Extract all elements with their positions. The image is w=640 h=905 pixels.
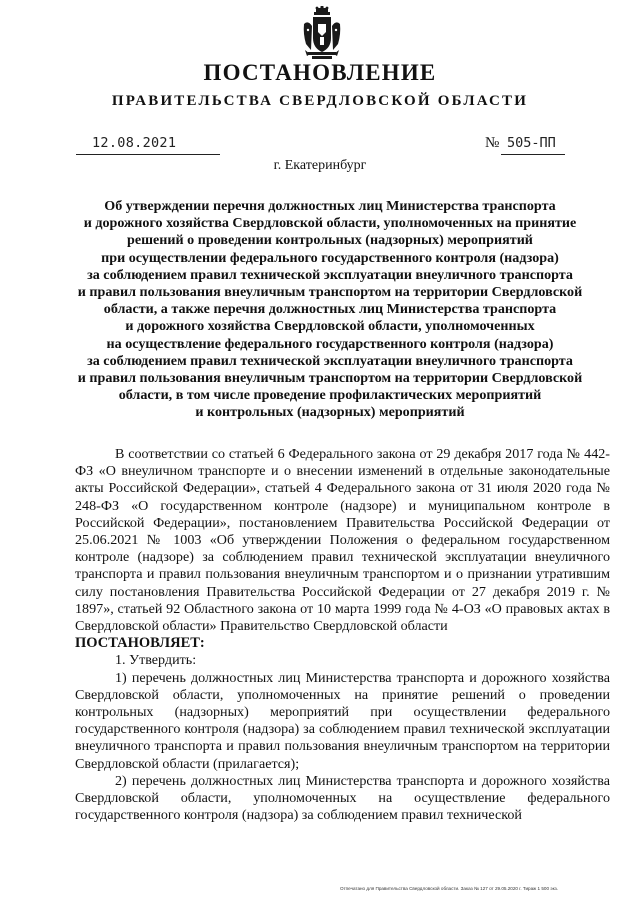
- heading-line: за соблюдением правил технической эксплуатации внеуличного транспорта: [87, 352, 573, 369]
- print-imprint: Отпечатано для Правительства Свердловской области. Заказ № 127 от 29.05.2020 г. Тираж 1 500 экз.: [340, 886, 559, 891]
- document-body: [75, 446, 610, 824]
- document-heading: [40, 198, 620, 422]
- clause-1: 1. Утвердить:: [115, 652, 197, 669]
- document-number: 505-ПП: [507, 135, 556, 151]
- heading-line: решений о проведении контрольных (надзорных) мероприятий: [127, 232, 533, 249]
- heading-line: за соблюдением правил технической эксплуатации внеуличного транспорта: [87, 266, 573, 283]
- heading-line: и контрольных (надзорных) мероприятий: [195, 404, 465, 421]
- heading-line: области, в том числе проведение профилактических мероприятий: [118, 387, 542, 404]
- document-date: 12.08.2021: [92, 135, 177, 151]
- clause-1-1: 1) перечень должностных лиц Министерства транспорта и дорожного хозяйства Свердловской области, уполномоченных на принятие решений о проведении контрольных (надзорных) мероприятий при осуществлении федерального государственного контроля (надзора) за соблюдением правил технической эксплуатации внеуличного транспорта и правил пользования внеуличным транспортом на территории Свердловской области (прилагается);: [75, 669, 610, 772]
- heading-line: на осуществление федерального государственного контроля (надзора): [106, 335, 554, 352]
- city-name: г. Екатеринбург: [273, 158, 367, 173]
- heading-line: и дорожного хозяйства Свердловской области, уполномоченных: [125, 318, 535, 335]
- heading-line: и правил пользования внеуличным транспортом на территории Свердловской: [77, 284, 583, 301]
- heading-line: Об утверждении перечня должностных лиц Министерства транспорта: [104, 198, 556, 214]
- clause-1-2: 2) перечень должностных лиц Министерства транспорта и дорожного хозяйства Свердловской области, уполномоченных на осуществление федерального государственного контроля (надзора) за соблюдением правил технической: [75, 772, 610, 824]
- date-field: [76, 136, 220, 155]
- preamble-paragraph: В соответствии со статьей 6 Федерального закона от 29 декабря 2017 года № 442-ФЗ «О внеуличном транспорте и о внесении изменений в отдельные законодательные акты Российской Федерации», статьей 4 Федерального закона от 31 июля 2020 года № 248-ФЗ «О государственном контроле (надзоре) и муниципальном контроле в Российской Федерации», постановлением Правительства Российской Федерации от 25.06.2021 № 1003 «Об утверждении Положения о федеральном государственном контроле (надзоре) за соблюдением правил технической эксплуатации внеуличного транспорта и правил пользования внеуличным транспортом и о признании утратившим силу постановления Правительства Российской Федерации от 27 декабря 2019 г. № 1897», статьей 92 Областного закона от 10 марта 1999 года № 4-ОЗ «О правовых актах в Свердловской области» Правительство Свердловской области: [75, 446, 610, 635]
- heading-line: и дорожного хозяйства Свердловской области, уполномоченных на принятие: [83, 215, 577, 232]
- number-label: №: [485, 135, 500, 151]
- heading-line: области, а также перечня должностных лиц Министерства транспорта: [103, 301, 557, 318]
- number-field: [501, 136, 565, 155]
- heading-line: и правил пользования внеуличным транспортом на территории Свердловской: [77, 370, 583, 387]
- heading-line: при осуществлении федерального государственного контроля (надзора): [101, 249, 559, 266]
- decree-word: ПОСТАНОВЛЯЕТ:: [75, 635, 205, 652]
- issuing-authority: ПРАВИТЕЛЬСТВА СВЕРДЛОВСКОЙ ОБЛАСТИ: [111, 93, 529, 109]
- document-type-title: ПОСТАНОВЛЕНИЕ: [203, 60, 437, 85]
- coat-of-arms-emblem: [302, 6, 342, 62]
